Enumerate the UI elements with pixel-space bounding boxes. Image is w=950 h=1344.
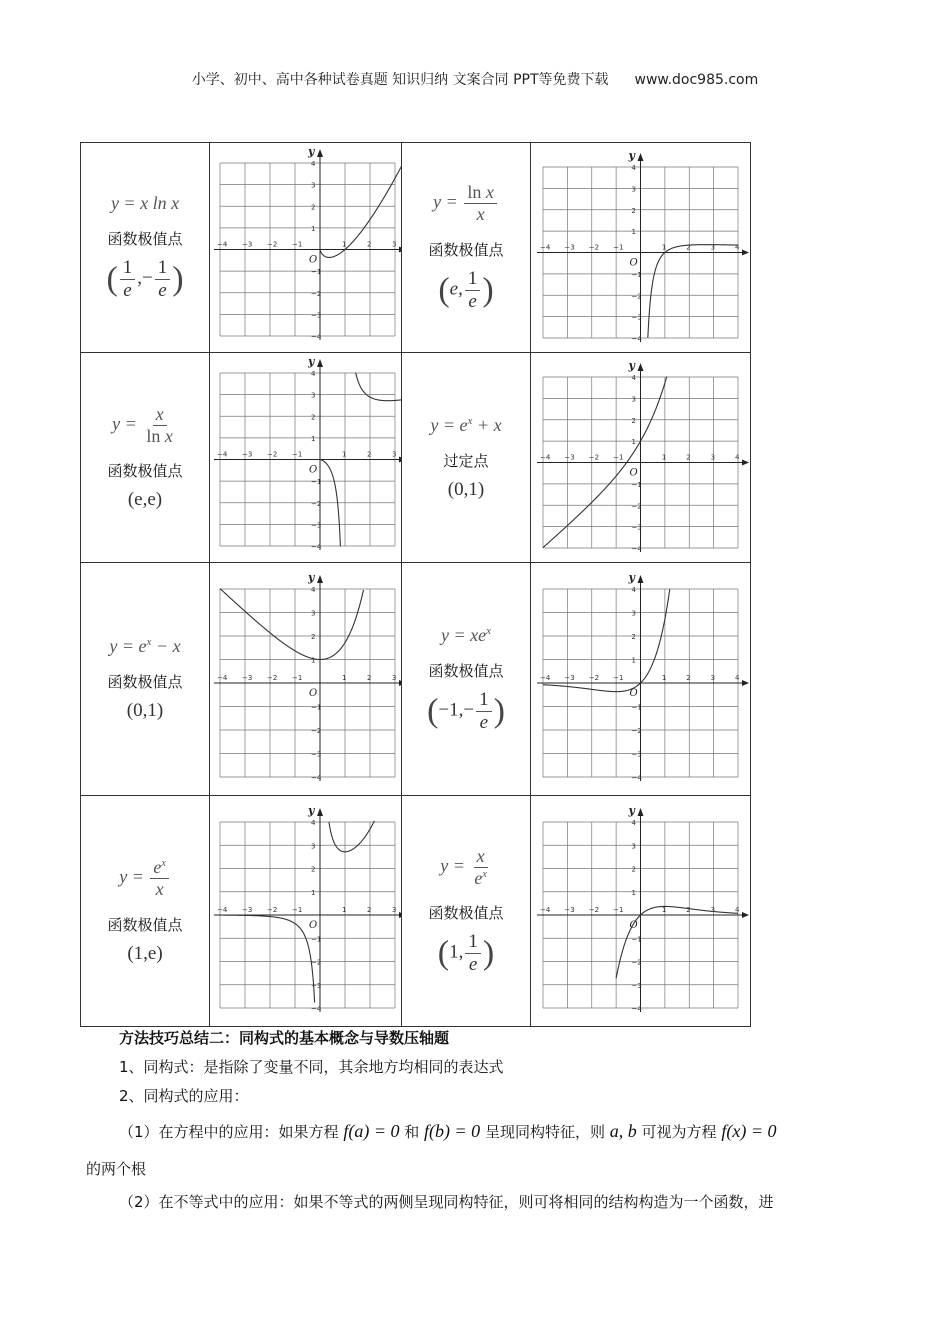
- x-tick-label: −1: [292, 240, 303, 249]
- y-tick-label: −1: [631, 935, 642, 944]
- y-tick-label: 4: [631, 374, 636, 382]
- graph-xex: [531, 563, 750, 795]
- y-tick-label: 3: [631, 609, 636, 618]
- formula-cell: [402, 143, 531, 353]
- x-tick-label: −2: [588, 674, 600, 682]
- x-tick-label: 3: [392, 674, 397, 682]
- x-axis-arrow: [399, 247, 401, 253]
- x-tick-label: 1: [342, 450, 347, 459]
- y-tick-label: 3: [631, 842, 636, 851]
- card-desc: 函数极值点: [107, 462, 183, 481]
- y-tick-label: −1: [631, 703, 642, 712]
- formula-ex-minus-x: $y = e^x - x$: [109, 636, 181, 656]
- graph-cell: [531, 563, 751, 796]
- item-2-2: （2）在不等式中的应用：如果不等式的两侧呈现同构特征，则可将相同的结构构造为一个函数，进: [119, 1193, 774, 1211]
- x-tick-label: 2: [686, 453, 691, 462]
- p1-formula-fa: f(a) = 0: [343, 1121, 400, 1141]
- x-tick-label: −3: [242, 674, 253, 682]
- formula-xlnx: y = x ln x: [110, 193, 180, 214]
- function-curve: [356, 373, 401, 401]
- x-tick-label: −1: [613, 453, 624, 462]
- x-tick-label: −2: [267, 240, 278, 249]
- formula-cell: [81, 143, 210, 353]
- y-tick-label: 2: [631, 206, 636, 215]
- x-tick-label: −3: [564, 906, 575, 914]
- y-tick-label: 4: [311, 370, 316, 378]
- y-tick-label: −4: [631, 335, 642, 343]
- x-tick-label: −3: [564, 453, 575, 462]
- x-tick-label: −2: [588, 906, 600, 914]
- x-axis-arrow: [399, 457, 401, 463]
- formula-cell: [402, 563, 531, 796]
- y-axis-label: y: [308, 145, 315, 158]
- y-tick-label: 2: [311, 413, 316, 422]
- y-tick-label: 4: [631, 586, 636, 594]
- x-tick-label: −1: [613, 674, 624, 682]
- x-tick-label: −1: [292, 450, 303, 459]
- y-tick-label: 4: [631, 164, 636, 172]
- y-tick-label: 1: [631, 438, 636, 447]
- y-tick-label: −4: [631, 545, 642, 553]
- y-axis-arrow: [317, 359, 323, 367]
- formula-x-over-ex: y = $\frac{x}{e^x}$: [440, 845, 487, 888]
- y-tick-label: 2: [311, 865, 316, 874]
- y-axis-arrow: [638, 363, 644, 371]
- x-tick-label: 2: [367, 240, 372, 249]
- section-heading: 方法技巧总结二：同构式的基本概念与导数压轴题: [119, 1029, 450, 1047]
- extreme-point: (e, $\frac{1}{e}$ ): [438, 267, 494, 312]
- origin-label: O: [309, 254, 318, 266]
- x-tick-label: −4: [540, 453, 551, 462]
- y-tick-label: −1: [631, 480, 642, 489]
- y-tick-label: −2: [631, 958, 642, 967]
- x-tick-label: 3: [392, 906, 397, 914]
- function-curve: [220, 589, 364, 660]
- y-tick-label: −3: [631, 313, 642, 322]
- y-tick-label: 4: [631, 819, 636, 827]
- y-tick-label: 4: [311, 819, 316, 827]
- y-tick-label: 1: [631, 656, 636, 665]
- x-axis-arrow: [742, 250, 749, 256]
- x-tick-label: 1: [661, 674, 667, 682]
- p1-text-d: 可视为方程: [641, 1123, 717, 1141]
- x-tick-label: 4: [735, 674, 740, 682]
- origin-label: O: [309, 464, 318, 476]
- p1-text-a: （1）在方程中的应用：如果方程: [119, 1123, 339, 1141]
- x-tick-label: 1: [342, 674, 347, 682]
- y-tick-label: 3: [631, 185, 636, 194]
- table-row: [81, 143, 751, 353]
- x-tick-label: −1: [613, 243, 624, 252]
- function-curve: [320, 162, 401, 257]
- y-axis-label: y: [308, 571, 315, 584]
- y-tick-label: −3: [311, 750, 322, 759]
- p1-formula-fx: f(x) = 0: [721, 1121, 777, 1141]
- y-tick-label: −3: [631, 523, 642, 532]
- formula-cell: [81, 796, 210, 1027]
- formula-xex: $y = xe^x$: [440, 624, 491, 645]
- formula-ex-over-x: y = $\frac{e^x}{x}$: [119, 857, 171, 899]
- graph-cell: [531, 143, 751, 353]
- y-tick-label: −3: [311, 521, 322, 530]
- graph-x-over-lnx: [210, 353, 401, 562]
- card-desc: 函数极值点: [107, 915, 183, 934]
- x-axis-arrow: [742, 460, 749, 466]
- y-tick-label: 1: [311, 224, 316, 233]
- extreme-point: (−1,− $\frac{1}{e}$ ): [427, 688, 505, 733]
- x-tick-label: 2: [686, 906, 691, 914]
- y-tick-label: 4: [311, 160, 316, 168]
- x-tick-label: 3: [710, 906, 716, 914]
- p1-formula-fb: f(b) = 0: [424, 1121, 481, 1141]
- function-curve: [329, 821, 374, 852]
- y-tick-label: −2: [311, 958, 322, 967]
- p1-text-c: 呈现同构特征，则: [484, 1123, 605, 1141]
- origin-label: O: [629, 257, 638, 269]
- x-tick-label: −2: [267, 450, 278, 459]
- x-tick-label: −3: [564, 674, 575, 682]
- origin-label: O: [629, 467, 638, 479]
- y-tick-label: −3: [311, 981, 322, 990]
- x-tick-label: −2: [588, 243, 600, 252]
- x-tick-label: −1: [292, 906, 303, 914]
- x-tick-label: −3: [242, 240, 253, 249]
- y-tick-label: −2: [631, 292, 642, 301]
- function-curve: [220, 915, 318, 1002]
- y-tick-label: 1: [311, 656, 316, 665]
- x-tick-label: 2: [686, 243, 691, 252]
- y-axis-arrow: [638, 575, 644, 583]
- y-tick-label: −2: [311, 499, 322, 508]
- card-desc: 函数极值点: [428, 904, 504, 923]
- x-tick-label: 3: [710, 243, 716, 252]
- x-tick-label: −4: [217, 240, 228, 249]
- formula-x-over-lnx: y = $\frac{x}{\text{ln x}}$: [112, 403, 173, 446]
- x-tick-label: 4: [735, 906, 740, 914]
- x-tick-label: −4: [540, 243, 551, 252]
- y-tick-label: −1: [311, 935, 322, 944]
- x-tick-label: −1: [613, 906, 624, 914]
- y-tick-label: −2: [631, 727, 642, 735]
- x-axis-arrow: [742, 680, 749, 686]
- p1-formula-ab: a, b: [609, 1121, 637, 1141]
- table-row: [81, 563, 751, 796]
- y-tick-label: 2: [631, 416, 636, 425]
- p1-text-b: 和: [404, 1123, 420, 1141]
- item-1: 1、同构式：是指除了变量不同，其余地方均相同的表达式: [119, 1058, 504, 1076]
- header-text: 小学、初中、高中各种试卷真题 知识归纳 文案合同 PPT等免费下载: [191, 72, 609, 88]
- x-tick-label: 2: [367, 674, 372, 682]
- x-tick-label: 3: [710, 674, 716, 682]
- function-curve: [648, 245, 738, 338]
- extreme-point: (e,e): [127, 489, 163, 511]
- x-tick-label: −2: [267, 906, 278, 914]
- y-axis-label: y: [628, 359, 635, 372]
- extreme-point: (0,1): [126, 700, 164, 721]
- x-tick-label: 3: [392, 450, 397, 459]
- x-tick-label: −2: [588, 453, 600, 462]
- y-tick-label: −2: [631, 502, 642, 511]
- y-tick-label: −4: [311, 333, 322, 341]
- y-tick-label: −4: [311, 543, 322, 551]
- card-desc: 函数极值点: [107, 230, 183, 249]
- x-tick-label: −4: [540, 906, 551, 914]
- origin-label: O: [629, 920, 638, 931]
- origin-label: O: [309, 920, 318, 931]
- graph-cell: [210, 563, 402, 796]
- graph-cell: [210, 353, 402, 563]
- card-desc: 过定点: [443, 451, 489, 470]
- y-tick-label: 4: [311, 586, 316, 594]
- y-tick-label: 3: [631, 395, 636, 404]
- item-2-1: [119, 1121, 776, 1142]
- y-tick-label: −4: [631, 1005, 642, 1013]
- y-axis-arrow: [638, 153, 644, 161]
- y-tick-label: 2: [631, 865, 636, 874]
- y-tick-label: 2: [631, 633, 636, 641]
- graph-xlnx: [210, 143, 401, 352]
- x-tick-label: 1: [661, 243, 667, 252]
- y-tick-label: −1: [311, 268, 322, 277]
- x-tick-label: 4: [735, 243, 740, 252]
- x-tick-label: 1: [342, 906, 347, 914]
- y-tick-label: 3: [311, 181, 316, 190]
- x-tick-label: 4: [735, 453, 740, 462]
- y-axis-arrow: [638, 808, 644, 816]
- x-tick-label: 1: [661, 453, 667, 462]
- y-tick-label: −1: [311, 703, 322, 712]
- graph-ex-plus-x: [531, 353, 750, 562]
- y-axis-label: y: [628, 571, 635, 584]
- formula-cell: [402, 353, 531, 563]
- x-tick-label: −3: [242, 906, 253, 914]
- formula-cell: [81, 353, 210, 563]
- graph-cell: [531, 796, 751, 1027]
- page-header: [0, 69, 950, 89]
- y-tick-label: −4: [311, 774, 322, 782]
- x-tick-label: −2: [267, 674, 278, 682]
- y-axis-arrow: [317, 808, 323, 816]
- x-tick-label: 2: [686, 674, 691, 682]
- y-tick-label: −4: [631, 774, 642, 782]
- y-axis-label: y: [308, 804, 315, 817]
- x-tick-label: 1: [342, 240, 347, 249]
- x-tick-label: 2: [367, 906, 372, 914]
- y-axis-arrow: [317, 149, 323, 157]
- card-desc: 函数极值点: [428, 661, 504, 680]
- function-table: [80, 142, 751, 1027]
- graph-ex-over-x: [210, 796, 401, 1026]
- extreme-point: ( $\frac{1}{e}$ ,− $\frac{1}{e}$ ): [106, 257, 184, 301]
- y-tick-label: 3: [311, 842, 316, 851]
- y-tick-label: −2: [311, 289, 322, 298]
- x-tick-label: 3: [392, 240, 397, 249]
- y-tick-label: 1: [311, 434, 316, 443]
- x-tick-label: −4: [217, 450, 228, 459]
- y-axis-label: y: [308, 355, 315, 368]
- header-url[interactable]: www.doc985.com: [634, 72, 759, 88]
- card-desc: 函数极值点: [107, 673, 183, 691]
- x-tick-label: −4: [217, 906, 228, 914]
- x-tick-label: −4: [217, 674, 228, 682]
- graph-cell: [531, 353, 751, 563]
- origin-label: O: [309, 688, 318, 699]
- item-2-1-continued: 的两个根: [86, 1160, 147, 1178]
- table-row: [81, 353, 751, 563]
- y-axis-label: y: [628, 149, 635, 162]
- y-tick-label: −4: [311, 1005, 322, 1013]
- function-curve: [543, 589, 670, 691]
- graph-ex-minus-x: [210, 563, 401, 795]
- graph-cell: [210, 143, 402, 353]
- y-tick-label: 2: [311, 633, 316, 641]
- y-axis-arrow: [317, 575, 323, 583]
- y-tick-label: 2: [311, 203, 316, 212]
- x-axis-arrow: [399, 912, 401, 918]
- item-2: 2、同构式的应用：: [119, 1087, 249, 1105]
- x-tick-label: 2: [367, 450, 372, 459]
- y-tick-label: −3: [631, 750, 642, 759]
- x-tick-label: −3: [242, 450, 253, 459]
- extreme-point: (1,e): [127, 942, 163, 964]
- y-tick-label: −3: [311, 311, 322, 320]
- y-tick-label: −3: [631, 981, 642, 990]
- fixed-point: (0,1): [447, 478, 485, 500]
- y-tick-label: 3: [311, 609, 316, 618]
- origin-label: O: [629, 688, 638, 699]
- formula-cell: [81, 563, 210, 796]
- table-row: [81, 796, 751, 1027]
- formula-ex-plus-x: $y = e^x + x$: [430, 414, 502, 435]
- formula-lnx-over-x: y = $\frac{\text{ln x}}{x}$: [433, 182, 499, 224]
- extreme-point: (1, $\frac{1}{e}$ ): [437, 931, 495, 976]
- y-tick-label: 3: [311, 391, 316, 400]
- x-tick-label: 1: [661, 906, 667, 914]
- y-tick-label: −1: [631, 270, 642, 279]
- y-axis-label: y: [628, 804, 635, 817]
- graph-lnx-over-x: [531, 143, 750, 352]
- y-tick-label: −1: [311, 478, 322, 487]
- graph-cell: [210, 796, 402, 1027]
- y-tick-label: 1: [631, 228, 636, 237]
- x-tick-label: −1: [292, 674, 303, 682]
- x-axis-arrow: [399, 680, 401, 686]
- y-tick-label: 1: [631, 888, 636, 897]
- formula-cell: [402, 796, 531, 1027]
- card-desc: 函数极值点: [428, 240, 504, 259]
- y-tick-label: −2: [311, 727, 322, 735]
- x-tick-label: −4: [540, 674, 551, 682]
- x-tick-label: −3: [564, 243, 575, 252]
- y-tick-label: 1: [311, 888, 316, 897]
- graph-x-over-ex: [531, 796, 750, 1026]
- x-axis-arrow: [742, 912, 749, 918]
- x-tick-label: 3: [710, 453, 716, 462]
